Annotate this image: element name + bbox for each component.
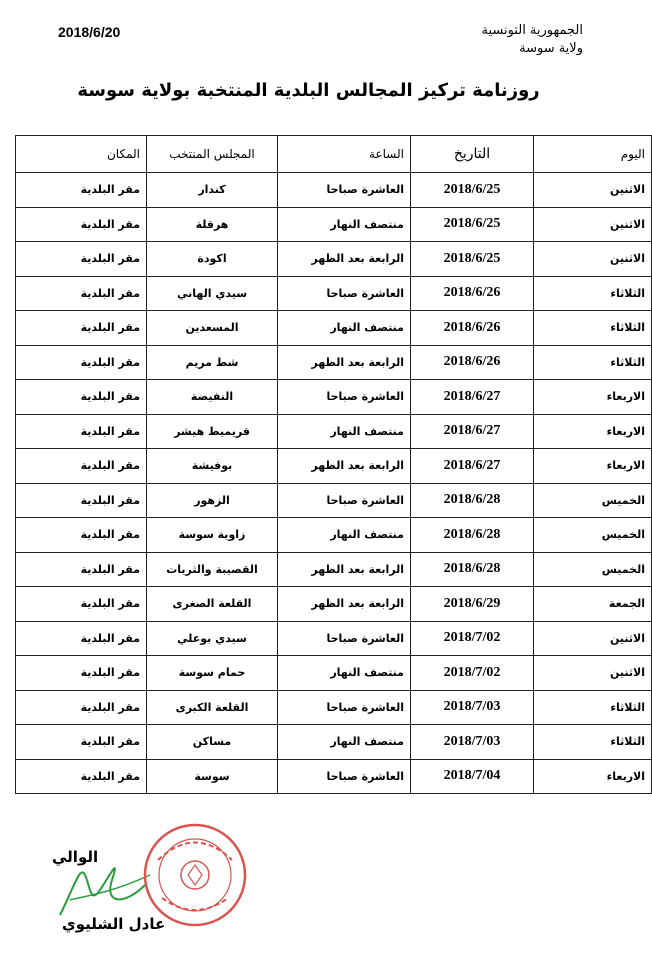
table-row: [16, 518, 652, 553]
column-header-day: اليوم: [534, 136, 652, 173]
cell-time: العاشرة صباحا: [278, 380, 411, 415]
table-row: [16, 380, 652, 415]
cell-date: 2018/7/03: [411, 690, 534, 725]
cell-council: سوسة: [147, 759, 278, 794]
cell-day: الجمعة: [534, 587, 652, 622]
cell-day: الاثنين: [534, 656, 652, 691]
table-row: [16, 276, 652, 311]
signature-name: عادل الشليوي: [62, 915, 166, 933]
table-row: [16, 483, 652, 518]
table-row: [16, 690, 652, 725]
cell-date: 2018/6/27: [411, 414, 534, 449]
cell-council: سيدي بوعلي: [147, 621, 278, 656]
cell-day: الاربعاء: [534, 414, 652, 449]
table-row: [16, 242, 652, 277]
cell-time: الرابعة بعد الظهر: [278, 552, 411, 587]
cell-place: مقر البلدية: [16, 690, 147, 725]
cell-date: 2018/6/29: [411, 587, 534, 622]
table-row: [16, 449, 652, 484]
table-row: [16, 621, 652, 656]
cell-place: مقر البلدية: [16, 725, 147, 760]
cell-day: الثلاثاء: [534, 276, 652, 311]
cell-date: 2018/6/27: [411, 449, 534, 484]
cell-council: سيدي الهاني: [147, 276, 278, 311]
cell-day: الثلاثاء: [534, 345, 652, 380]
column-header-place: المكان: [16, 136, 147, 173]
table-row: [16, 587, 652, 622]
cell-place: مقر البلدية: [16, 345, 147, 380]
table-row: [16, 414, 652, 449]
cell-council: قريميط هيشر: [147, 414, 278, 449]
cell-date: 2018/6/28: [411, 552, 534, 587]
table-row: [16, 207, 652, 242]
table-row: [16, 311, 652, 346]
cell-day: الخميس: [534, 552, 652, 587]
cell-council: الزهور: [147, 483, 278, 518]
cell-time: العاشرة صباحا: [278, 690, 411, 725]
cell-date: 2018/6/27: [411, 380, 534, 415]
cell-day: الاثنين: [534, 242, 652, 277]
column-header-council: المجلس المنتخب: [147, 136, 278, 173]
cell-time: منتصف النهار: [278, 414, 411, 449]
cell-place: مقر البلدية: [16, 173, 147, 208]
cell-date: 2018/6/25: [411, 242, 534, 277]
document-date: 2018/6/20: [58, 24, 121, 40]
cell-time: الرابعة بعد الظهر: [278, 242, 411, 277]
cell-day: الثلاثاء: [534, 311, 652, 346]
cell-council: شط مريم: [147, 345, 278, 380]
cell-day: الاربعاء: [534, 380, 652, 415]
cell-day: الاربعاء: [534, 759, 652, 794]
cell-date: 2018/6/25: [411, 207, 534, 242]
cell-day: الاثنين: [534, 173, 652, 208]
table-row: [16, 552, 652, 587]
cell-time: الرابعة بعد الظهر: [278, 587, 411, 622]
cell-place: مقر البلدية: [16, 656, 147, 691]
cell-place: مقر البلدية: [16, 483, 147, 518]
cell-time: منتصف النهار: [278, 518, 411, 553]
cell-date: 2018/7/02: [411, 656, 534, 691]
cell-place: مقر البلدية: [16, 311, 147, 346]
cell-council: القلعة الصغرى: [147, 587, 278, 622]
cell-council: اكودة: [147, 242, 278, 277]
table-row: [16, 173, 652, 208]
table-row: [16, 759, 652, 794]
table-row: [16, 345, 652, 380]
cell-place: مقر البلدية: [16, 552, 147, 587]
cell-council: بوفيشة: [147, 449, 278, 484]
cell-place: مقر البلدية: [16, 518, 147, 553]
table-header-row: [16, 136, 652, 173]
cell-place: مقر البلدية: [16, 759, 147, 794]
cell-day: الثلاثاء: [534, 690, 652, 725]
cell-time: العاشرة صباحا: [278, 483, 411, 518]
cell-time: منتصف النهار: [278, 207, 411, 242]
cell-day: الاربعاء: [534, 449, 652, 484]
cell-place: مقر البلدية: [16, 587, 147, 622]
page-title: روزنامة تركيز المجالس البلدية المنتخبة بولاية سوسة: [77, 80, 540, 101]
table-row: [16, 725, 652, 760]
cell-place: مقر البلدية: [16, 414, 147, 449]
cell-day: الثلاثاء: [534, 725, 652, 760]
cell-date: 2018/7/03: [411, 725, 534, 760]
cell-date: 2018/6/28: [411, 483, 534, 518]
column-header-date: التاريخ: [411, 136, 534, 173]
cell-day: الاثنين: [534, 207, 652, 242]
cell-council: هرقلة: [147, 207, 278, 242]
cell-time: الرابعة بعد الظهر: [278, 345, 411, 380]
cell-council: المسعدين: [147, 311, 278, 346]
cell-place: مقر البلدية: [16, 242, 147, 277]
cell-date: 2018/6/28: [411, 518, 534, 553]
cell-date: 2018/7/04: [411, 759, 534, 794]
cell-date: 2018/6/26: [411, 345, 534, 380]
table-row: [16, 656, 652, 691]
cell-place: مقر البلدية: [16, 449, 147, 484]
cell-council: القلعة الكبرى: [147, 690, 278, 725]
header-block: [383, 22, 583, 58]
cell-council: زاوية سوسة: [147, 518, 278, 553]
cell-date: 2018/7/02: [411, 621, 534, 656]
cell-place: مقر البلدية: [16, 207, 147, 242]
cell-council: كندار: [147, 173, 278, 208]
cell-time: العاشرة صباحا: [278, 621, 411, 656]
cell-time: العاشرة صباحا: [278, 759, 411, 794]
cell-time: منتصف النهار: [278, 311, 411, 346]
cell-time: الرابعة بعد الظهر: [278, 449, 411, 484]
cell-council: مساكن: [147, 725, 278, 760]
cell-time: العاشرة صباحا: [278, 173, 411, 208]
republic-label: الجمهورية التونسية: [481, 23, 583, 38]
cell-time: منتصف النهار: [278, 656, 411, 691]
cell-date: 2018/6/25: [411, 173, 534, 208]
cell-date: 2018/6/26: [411, 276, 534, 311]
official-stamp-icon: [140, 820, 250, 930]
cell-council: حمام سوسة: [147, 656, 278, 691]
cell-time: منتصف النهار: [278, 725, 411, 760]
cell-day: الخميس: [534, 483, 652, 518]
cell-time: العاشرة صباحا: [278, 276, 411, 311]
cell-day: الخميس: [534, 518, 652, 553]
cell-place: مقر البلدية: [16, 276, 147, 311]
cell-place: مقر البلدية: [16, 380, 147, 415]
governorate-label: ولاية سوسة: [519, 41, 583, 56]
cell-council: القصيبة والثريات: [147, 552, 278, 587]
schedule-table: [15, 135, 652, 794]
column-header-time: الساعة: [278, 136, 411, 173]
cell-place: مقر البلدية: [16, 621, 147, 656]
cell-council: النفيضة: [147, 380, 278, 415]
cell-day: الاثنين: [534, 621, 652, 656]
cell-date: 2018/6/26: [411, 311, 534, 346]
signature-title: الوالي: [52, 848, 99, 866]
